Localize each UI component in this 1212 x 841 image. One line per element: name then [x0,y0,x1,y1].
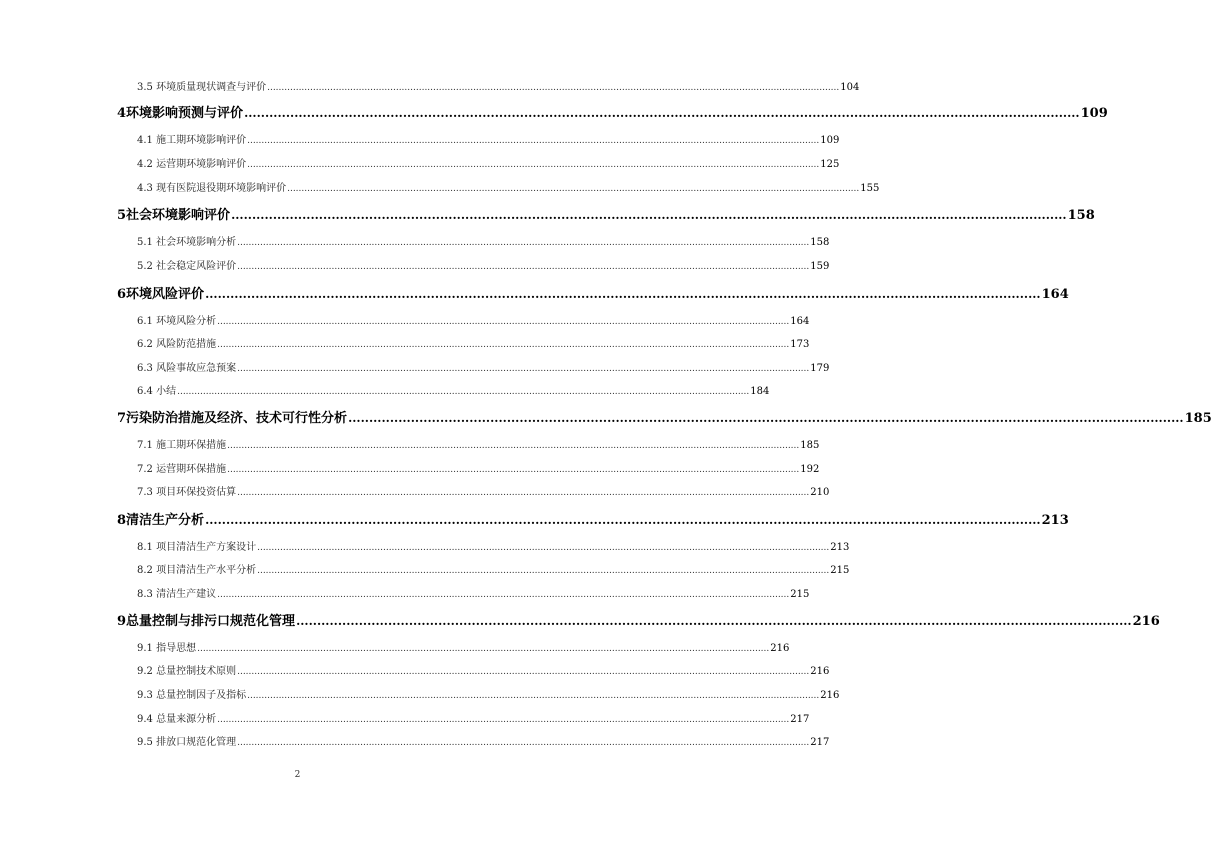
toc-entry-page: 210 [810,487,830,498]
toc-entry-page: 216 [820,690,840,701]
toc-chapter[interactable] [117,610,1160,629]
toc-entry-page: 215 [830,565,850,576]
toc-entry[interactable] [137,312,810,327]
toc-entry-title: 9.4 总量来源分析 [137,714,217,725]
toc-entry-title: 9.5 排放口规范化管理 [137,737,237,748]
toc-entry-page: 158 [810,237,830,248]
toc-entry-page: 217 [810,737,830,748]
toc-entry-page: 215 [790,589,810,600]
dot-leader: ........................................................................................................................................................................................................ [227,465,800,475]
chapter-number: 6 [117,287,127,302]
toc-entry-title: 7.2 运营期环保措施 [137,464,227,475]
dot-leader: ........................................................................................................................................................................................................ [257,566,830,576]
toc-entry-page: 125 [820,159,840,170]
dot-leader: ........................................................................................................................................................................................................ [237,667,810,677]
toc-entry[interactable] [137,179,880,194]
toc-entry-title: 9.2 总量控制技术原则 [137,666,237,677]
toc-chapter-page: 216 [1132,614,1160,629]
toc-entry-title: 9.1 指导思想 [137,643,197,654]
toc-entry-page: 216 [770,643,790,654]
chapter-number: 7 [117,411,127,426]
toc-entry[interactable] [137,382,770,397]
toc-entry[interactable] [137,155,840,170]
chapter-number: 5 [117,208,127,223]
dot-leader: ........................................................................................................................................................................................................ [257,543,830,553]
dot-leader: ........................................................................................................................................................................................................ [237,738,810,748]
chapter-number: 4 [117,106,127,121]
toc-entry[interactable] [137,686,840,701]
toc-chapter-title: 环境影响预测与评价 [126,106,244,121]
toc-entry[interactable] [137,335,810,350]
toc-entry-title: 9.3 总量控制因子及指标 [137,690,247,701]
dot-leader: ........................................................................................................................................................................................................ [197,644,770,654]
toc-entry-page: 192 [800,464,820,475]
toc-entry[interactable] [137,483,830,498]
dot-leader: ........................................................................................................................................................................................................ [237,488,810,498]
toc-entry-page: 155 [860,183,880,194]
toc-chapter[interactable] [117,102,1108,121]
toc-entry[interactable] [137,460,820,475]
toc-entry-page: 104 [840,82,860,93]
toc-chapter[interactable] [117,283,1069,302]
toc-entry-title: 4.1 施工期环境影响评价 [137,135,247,146]
toc-entry-title: 7.3 项目环保投资估算 [137,487,237,498]
chapter-number: 9 [117,614,127,629]
toc-entry-page: 217 [790,714,810,725]
toc-chapter[interactable] [117,509,1069,528]
dot-leader: ........................................................................................................................................................................................................ [217,317,790,327]
toc-entry-title: 6.3 风险事故应急预案 [137,363,237,374]
page-number: 2 [294,770,301,780]
toc-entry[interactable] [137,561,850,576]
toc-entry-page: 109 [820,135,840,146]
toc-entry[interactable] [137,662,830,677]
toc-entry-title: 8.2 项目清洁生产水平分析 [137,565,257,576]
dot-leader: ........................................................................................................................................................................................................ [287,184,860,194]
toc-chapter-title: 污染防治措施及经济、技术可行性分析 [126,411,348,426]
toc-entry[interactable] [137,538,850,553]
dot-leader: ........................................................................................................................................................................................................ [237,364,810,374]
toc-entry-title: 6.2 风险防范措施 [137,339,217,350]
toc-entry[interactable] [137,639,790,654]
chapter-number: 8 [117,513,127,528]
toc-entry[interactable] [137,733,830,748]
dot-leader: ........................................................................................................................................................................................................ [177,387,750,397]
toc-entry[interactable] [137,257,830,272]
toc-entry-page: 216 [810,666,830,677]
toc-chapter-page: 158 [1067,208,1095,223]
toc-entry[interactable] [137,585,810,600]
toc-entry-title: 8.1 项目清洁生产方案设计 [137,542,257,553]
toc-entry-title: 5.1 社会环境影响分析 [137,237,237,248]
toc-entry-title: 4.3 现有医院退役期环境影响评价 [137,183,287,194]
toc-entry-page: 185 [800,440,820,451]
toc-entry-page: 164 [790,316,810,327]
dot-leader: ........................................................................................................................................................................................................ [247,136,820,146]
dot-leader: ........................................................................................................................................................................................................ [296,614,1132,628]
dot-leader: ........................................................................................................................................................................................................ [237,262,810,272]
toc-chapter-title: 社会环境影响评价 [126,208,231,223]
toc-chapter[interactable] [117,204,1095,223]
toc-entry-title: 5.2 社会稳定风险评价 [137,261,237,272]
toc-entry[interactable] [137,710,810,725]
toc-entry-page: 213 [830,542,850,553]
dot-leader: ........................................................................................................................................................................................................ [231,208,1067,222]
dot-leader: ........................................................................................................................................................................................................ [205,513,1041,527]
toc-chapter-title: 清洁生产分析 [126,513,205,528]
toc-chapter-page: 109 [1080,106,1108,121]
toc-entry-title: 6.1 环境风险分析 [137,316,217,327]
toc-entry[interactable] [137,233,830,248]
toc-chapter-page: 213 [1041,513,1069,528]
dot-leader: ........................................................................................................................................................................................................ [205,287,1041,301]
dot-leader: ........................................................................................................................................................................................................ [217,340,790,350]
toc-chapter-page: 164 [1041,287,1069,302]
dot-leader: ........................................................................................................................................................................................................ [267,83,840,93]
toc-entry-page: 159 [810,261,830,272]
toc-entry-title: 3.5 环境质量现状调查与评价 [137,82,267,93]
toc-entry-title: 7.1 施工期环保措施 [137,440,227,451]
toc-entry-title: 4.2 运营期环境影响评价 [137,159,247,170]
toc-entry[interactable] [137,359,830,374]
toc-entry-page: 179 [810,363,830,374]
dot-leader: ........................................................................................................................................................................................................ [237,238,810,248]
dot-leader: ........................................................................................................................................................................................................ [348,411,1184,425]
dot-leader: ........................................................................................................................................................................................................ [247,160,820,170]
toc-chapter-title: 总量控制与排污口规范化管理 [126,614,296,629]
toc-chapter-page: 185 [1184,411,1212,426]
toc-entry[interactable] [137,131,840,146]
toc-entry[interactable] [137,436,820,451]
dot-leader: ........................................................................................................................................................................................................ [244,106,1080,120]
dot-leader: ........................................................................................................................................................................................................ [247,691,820,701]
toc-entry-page: 173 [790,339,810,350]
toc-entry-page: 184 [750,386,770,397]
toc-chapter[interactable] [117,407,1212,426]
toc-chapter-title: 环境风险评价 [126,287,205,302]
dot-leader: ........................................................................................................................................................................................................ [227,441,800,451]
toc-entry-title: 6.4 小结 [137,386,177,397]
dot-leader: ........................................................................................................................................................................................................ [217,590,790,600]
dot-leader: ........................................................................................................................................................................................................ [217,715,790,725]
toc-entry[interactable] [137,78,860,93]
toc-entry-title: 8.3 清洁生产建议 [137,589,217,600]
